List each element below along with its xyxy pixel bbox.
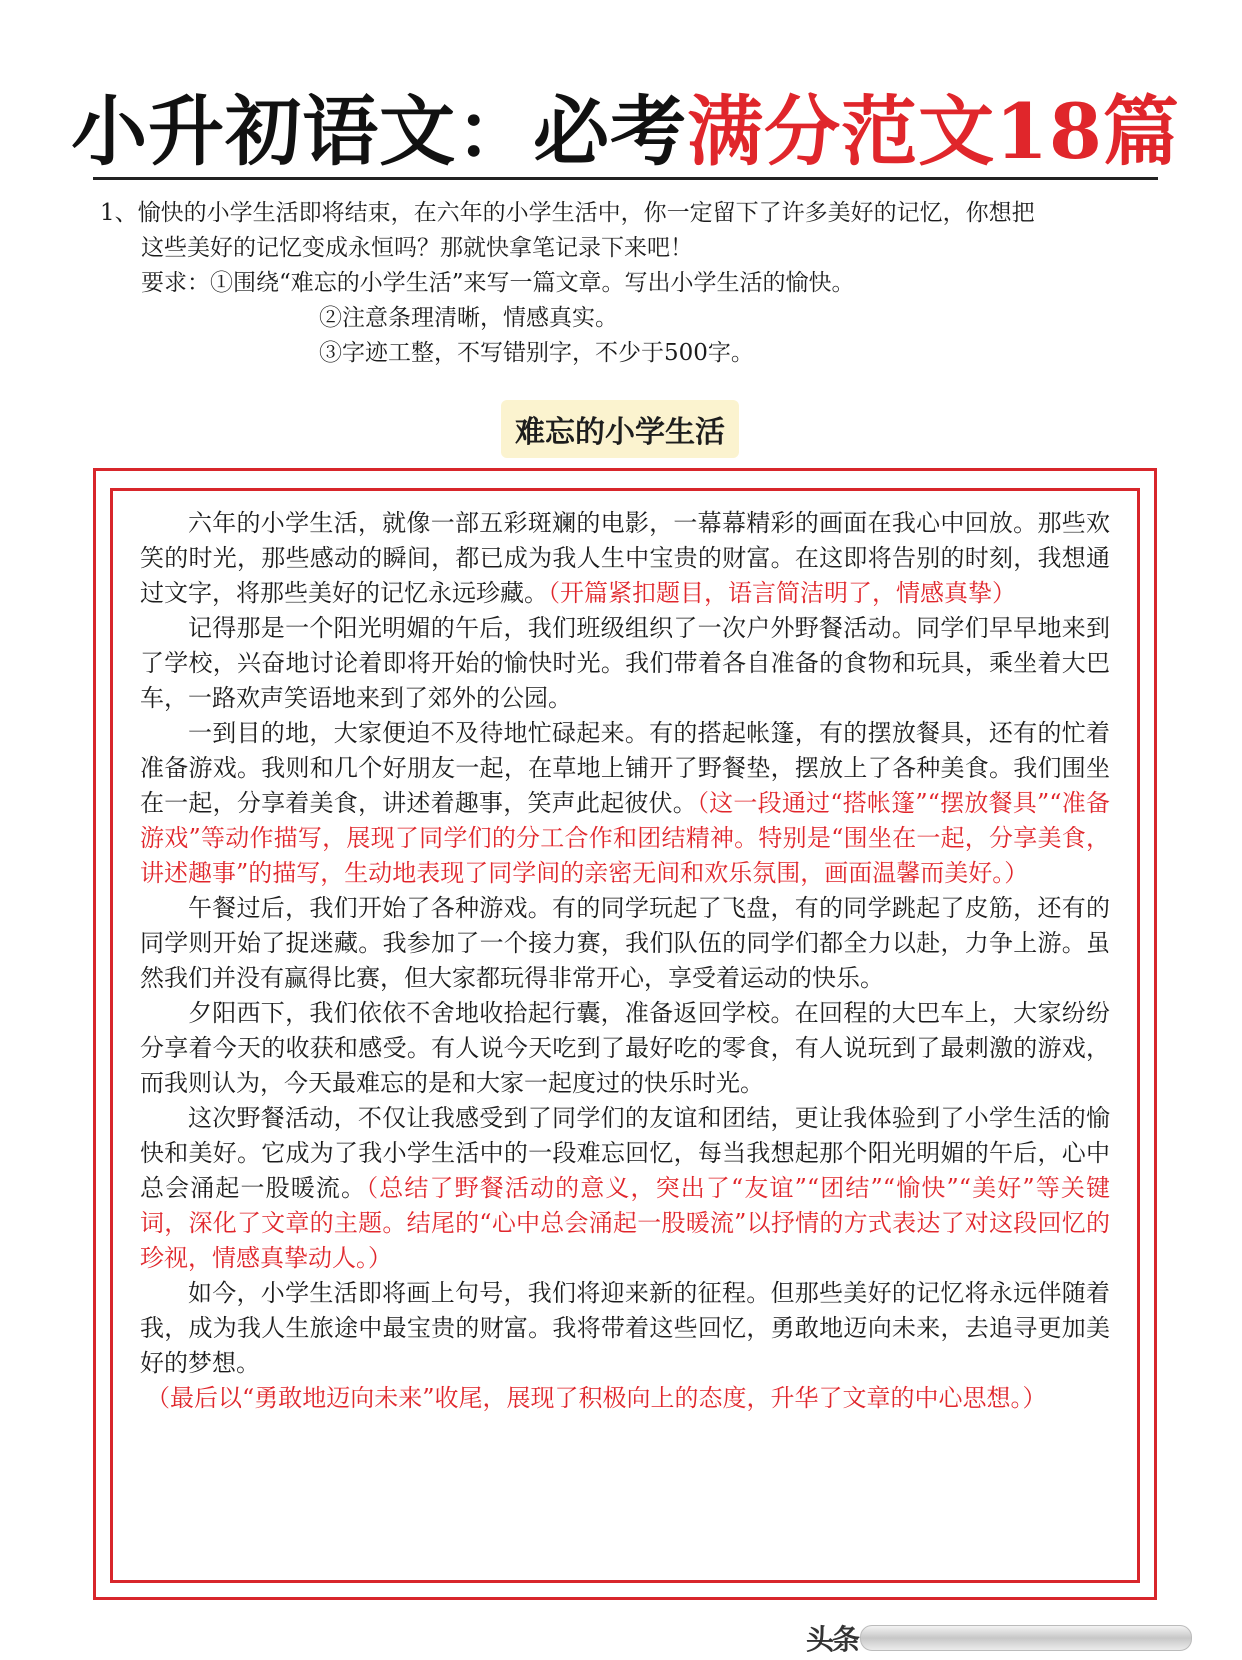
watermark-bar: [860, 1625, 1192, 1651]
paragraph-text: 记得那是一个阳光明媚的午后，我们班级组织了一次户外野餐活动。同学们早早地来到了学校，兴奋地讨论着即将开始的愉快时光。我们带着各自准备的食物和玩具，乘坐着大巴车，一路欢声笑语地来到了郊外的公园。: [140, 614, 1110, 712]
title-red-part: 满分范文18篇: [687, 87, 1180, 176]
question-prompt: [100, 196, 1150, 371]
closing-comment: （最后以“勇敢地迈向未来”收尾，展现了积极向上的态度，升华了文章的中心思想。）: [146, 1384, 1047, 1412]
requirement-3: ③字迹工整，不写错别字，不少于500字。: [319, 340, 754, 366]
requirement-2: ②注意条理清晰，情感真实。: [319, 305, 618, 331]
requirement-1: 要求：①围绕“难忘的小学生活”来写一篇文章。写出小学生活的愉快。: [141, 270, 855, 296]
essay-title: 难忘的小学生活: [501, 400, 739, 458]
essay-paragraph: [140, 716, 1110, 891]
essay-body: [140, 506, 1110, 1416]
essay-paragraph: [140, 1101, 1110, 1276]
essay-paragraph: [140, 611, 1110, 716]
paragraph-comment: （开篇紧扣题目，语言简洁明了，情感真挚）: [548, 579, 1016, 607]
paragraph-text: 这次野餐活动，不仅让我感受到了同学们的友谊和团结，更让我体验到了小学生活的愉快和美好。它成为了我小学生活中的一段难忘回忆，每当我想起那个阳光明媚的午后，心中总会涌起一股暖流。: [140, 1104, 1110, 1202]
question-line-1: 1、愉快的小学生活即将结束，在六年的小学生活中，你一定留下了许多美好的记忆，你想把: [100, 200, 1035, 226]
essay-paragraph: [140, 506, 1110, 611]
essay-paragraph: [140, 891, 1110, 996]
question-line-2: 这些美好的记忆变成永恒吗？那就快拿笔记录下来吧！: [141, 235, 693, 261]
paragraph-text: 如今，小学生活即将画上句号，我们将迎来新的征程。但那些美好的记忆将永远伴随着我，成为我人生旅途中最宝贵的财富。我将带着这些回忆，勇敢地迈向未来，去追寻更加美好的梦想。: [140, 1279, 1110, 1377]
title-black-part: 小升初语文：必考: [71, 87, 688, 176]
essay-paragraph: [140, 1276, 1110, 1381]
paragraph-text: 一到目的地，大家便迫不及待地忙碌起来。有的搭起帐篷，有的摆放餐具，还有的忙着准备游戏。我则和几个好朋友一起，在草地上铺开了野餐垫，摆放上了各种美食。我们围坐在一起，分享着美食，讲述着趣事，笑声此起彼伏。: [140, 719, 1110, 817]
title-bar: [71, 87, 1180, 180]
essay-paragraph: [140, 996, 1110, 1101]
paragraph-text: 午餐过后，我们开始了各种游戏。有的同学玩起了飞盘，有的同学跳起了皮筋，还有的同学则开始了捉迷藏。我参加了一个接力赛，我们队伍的同学们都全力以赴，力争上游。虽然我们并没有赢得比赛，但大家都玩得非常开心，享受着运动的快乐。: [140, 894, 1110, 992]
paragraph-comment: （总结了野餐活动的意义，突出了“友谊”“团结”“愉快”“美好”等关键词，深化了文章的主题。结尾的“心中总会涌起一股暖流”以抒情的方式表达了对这段回忆的珍视，情感真挚动人。）: [140, 1174, 1111, 1272]
page-title: [71, 87, 1180, 177]
paragraph-comment: （这一段通过“搭帐篷”“摆放餐具”“准备游戏”等动作描写，展现了同学们的分工合作和团结精神。特别是“围坐在一起，分享美食，讲述趣事”的描写，生动地表现了同学间的亲密无间和欢乐氛围，画面温馨而美好。）: [140, 789, 1110, 887]
watermark-text: 头条: [806, 1623, 859, 1656]
watermark: [806, 1623, 1226, 1656]
paragraph-text: 六年的小学生活，就像一部五彩斑斓的电影，一幕幕精彩的画面在我心中回放。那些欢笑的时光，那些感动的瞬间，都已成为我人生中宝贵的财富。在这即将告别的时刻，我想通过文字，将那些美好的记忆永远珍藏。: [140, 509, 1110, 607]
paragraph-text: 夕阳西下，我们依依不舍地收拾起行囊，准备返回学校。在回程的大巴车上，大家纷纷分享着今天的收获和感受。有人说今天吃到了最好吃的零食，有人说玩到了最刺激的游戏，而我则认为，今天最难忘的是和大家一起度过的快乐时光。: [140, 999, 1110, 1097]
